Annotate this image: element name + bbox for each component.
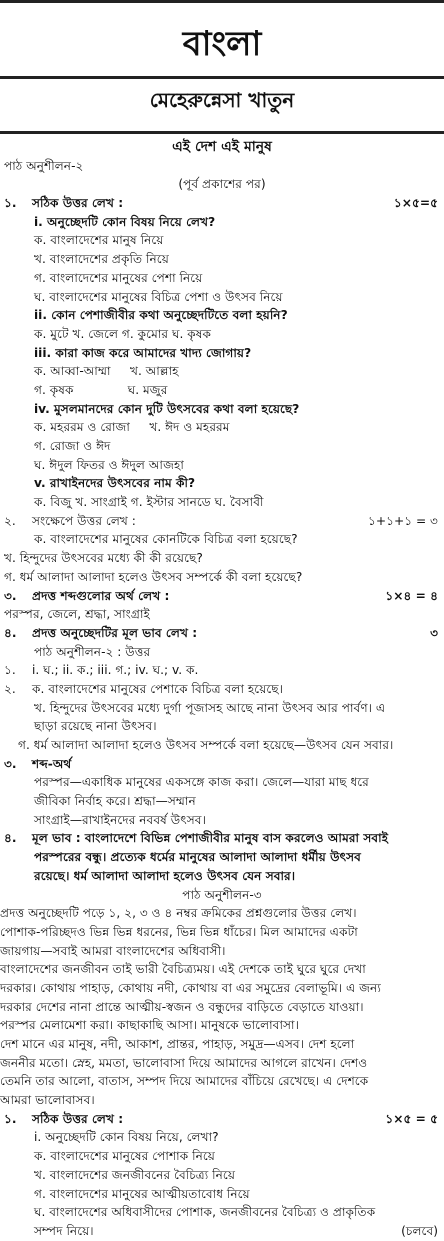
q3-words: পরস্পর, জেলে, শ্রদ্ধা, সাংগ্রাই [4,607,150,622]
p3-q1-option-kha: খ. বাংলাদেশের জনজীবনের বৈচিত্র্য নিয়ে [34,1167,235,1182]
q1-ii: ii. কোন পেশাজীবীর কথা অনুচ্ছেদটিতে বলা হয়নি? [34,308,288,323]
answer-3-heading: ৩. শব্দ-অর্থ [4,756,72,771]
content [0,138,444,1241]
author-name: মেহেরুন্নেসা খাতুন [149,88,295,112]
answer-1: ১. i. ঘ.; ii. ক.; iii. গ.; iv. ঘ.; v. ক. [4,663,199,678]
p3-q1-option-ka: ক. বাংলাদেশের মানুষের পোশাক নিয়ে [34,1149,215,1164]
p3-q1-option-gha-1: ঘ. বাংলাদেশের অধিবাসীদের পোশাক, জনজীবনের বৈচিত্র্য ও প্রাকৃতিক [34,1205,376,1220]
answers-title: পাঠ অনুশীলন-২ : উত্তর [34,644,151,659]
q2-ka: ক. বাংলাদেশের মানুষের কোনটিকে বিচিত্র বলা হয়েছে? [34,532,298,547]
q1-iii-options-1: ক. আব্বা-আম্মা খ. আল্লাহ [34,364,179,379]
q1-v: v. রাখাইনদের উৎসবের নাম কী? [34,476,196,491]
answer-3-line-3: সাংগ্রাই—রাখাইনদের নববর্ষ উৎসব। [34,812,206,827]
answer-3-line-1: পরস্পর—একাধিক মানুষের একসঙ্গে কাজ করা। জেলে—যারা মাছ ধরে [34,775,369,790]
q1-i-option-ka: ক. বাংলাদেশের মানুষ নিয়ে [34,233,164,248]
q1-i-option-kha: খ. বাংলাদেশের প্রকৃতি নিয়ে [34,252,169,267]
q2-kha: খ. হিন্দুদের উৎসবের মধ্যে কী কী রয়েছে? [4,551,203,566]
answer-2-kha-2: ছাড়া রয়েছে নানা উৎসব। [34,719,157,734]
continued-note: (পূর্ব প্রকাশের পর) [178,177,266,192]
passage-line-10: আমরা ভালোবাসব। [0,1093,95,1108]
q1-heading: ১. সঠিক উত্তর লেখ : ১×৫=৫ [4,196,438,211]
passage-line-6: পরস্পর মেলামেশা করা। কাছাকাছি আসা। মানুষকে ভালোবাসা। [0,1018,299,1033]
answer-3-line-2: জীবিকা নির্বাহ করে। শ্রদ্ধা—সম্মান [34,794,196,809]
subject-title: বাংলা [182,24,262,64]
passage-line-5: দরকার দেশের নানা প্রান্তে আত্মীয়-স্বজন ও বন্ধুদের বাড়িতে বেড়াতে যাওয়া। [0,999,364,1014]
passage-line-4: দরকার। কোথায় পাহাড়, কোথায় নদী, কোথায় বা এর সমুদ্রের বেলাভূমি। এ জন্য [0,980,381,995]
q1-i-option-ga: গ. বাংলাদেশের মানুষের পেশা নিয়ে [34,270,203,285]
q1-iv-options-3: ঘ. ঈদুল ফিতর ও ঈদুল আজহা [34,457,184,472]
p3-q1-option-gha-2: সম্পদ নিয়ে। (চলবে) [0,1222,444,1241]
answer-2-kha-1: খ. হিন্দুদের উৎসবের মধ্যে দুর্গা পূজাসহ আছে নানা উৎসব আর পার্বণ। এ [34,700,386,715]
practice-3-title: পাঠ অনুশীলন-৩ [182,887,262,902]
passage-line-7: দেশ মানে এর মানুষ, নদী, আকাশ, প্রান্তর, পাহাড়, সমুদ্র—এসব। দেশ হলো [0,1037,355,1051]
practice-3-intro: প্রদত্ত অনুচ্ছেদটি পড়ে ১, ২, ৩ ও ৪ নম্বর ক্রমিকের প্রশ্নগুলোর উত্তর লেখ। [0,906,357,921]
q1-iv: iv. মুসলমানদের কোন দুটি উৎসবের কথা বলা হয়েছে? [34,401,300,416]
q1-ii-options: ক. মুটে খ. জেলে গ. কুমোর ঘ. কৃষক [34,326,211,341]
q1-v-options: ক. বিজু খ. সাংগ্রাই গ. ইস্টার সানডে ঘ. বৈসাবী [34,495,264,510]
q1-i: i. অনুচ্ছেদটি কোন বিষয় নিয়ে লেখ? [34,214,216,229]
q1-iii-options-2: গ. কৃষক ঘ. মজুর [34,382,168,397]
q1-iv-options-1: ক. মহররম ও রোজা খ. ঈদ ও মহররম [34,420,230,435]
practice-2-label: পাঠ অনুশীলন-২ [4,158,84,173]
q1-iii: iii. কারা কাজ করে আমাদের খাদ্য জোগায়? [34,345,252,360]
continued-label: (চলবে) [401,1223,438,1238]
answer-4-line-2: পরস্পরের বন্ধু। প্রত্যেক ধর্মের মানুষের আলাদা আলাদা ধর্মীয় উৎসব [34,850,361,865]
answer-4-line-3: রয়েছে। ধর্ম আলাদা আলাদা হলেও উৎসব যেন সবার। [34,868,296,883]
p3-q1-option-ga: গ. বাংলাদেশের মানুষের আত্মীয়তাবোধ নিয়ে [34,1186,250,1201]
passage-line-3: বাংলাদেশের জনজীবন তাই ভারী বৈচিত্র্যময়। এই দেশকে তাই ঘুরে ঘুরে দেখা [0,962,366,977]
q3-heading: ৩. প্রদত্ত শব্দগুলোর অর্থ লেখ : ১×৪ = ৪ [4,588,438,603]
q2-ga: গ. ধর্ম আলাদা আলাদা হলেও উৎসব সম্পর্কে কী বলা হয়েছে? [4,569,303,584]
passage-line-1: পোশাক-পরিচ্ছদও ভিন্ন ভিন্ন ধরনের, ভিন্ন ভিন্ন ধাঁচের। মিল আমাদের একটা [0,924,358,939]
p3-q1-i: i. অনুচ্ছেদটি কোন বিষয় নিয়ে, লেখা? [34,1130,219,1145]
q4-heading: ৪. প্রদত্ত অনুচ্ছেদটির মূল ভাব লেখ : ৩ [4,625,438,640]
q2-heading: ২. সংক্ষেপে উত্তর লেখ : ১+১+১ = ৩ [4,513,438,528]
answer-4-line-1: ৪. মূল ভাব : বাংলাদেশে বিভিন্ন পেশাজীবীর মানুষ বাস করলেও আমরা সবাই [4,831,389,846]
passage-line-8: জননীর মতো। স্নেহ, মমতা, ভালোবাসা দিয়ে আমাদের আগলে রাখেন। দেশও [0,1055,368,1070]
p3-q1-heading: ১. সঠিক উত্তর লেখ : ১×৫ = ৫ [4,1111,438,1126]
answer-2-ga: গ. ধর্ম আলাদা আলাদা হলেও উৎসব সম্পর্কে বলা হয়েছে—উৎসব যেন সবার। [18,738,394,752]
passage-line-9: তেমনি তার আলো, বাতাস, সম্পদ দিয়ে আমাদের বাঁচিয়ে রেখেছে। এ দেশকে [0,1074,369,1089]
q1-i-option-gha: ঘ. বাংলাদেশের মানুষের বিচিত্র পেশা ও উৎসব নিয়ে [34,289,283,304]
top-rule [0,0,444,3]
lesson-title: এই দেশ এই মানুষ [172,139,272,155]
q1-iv-options-2: গ. রোজা ও ঈদ [34,439,111,453]
answer-2-ka: ২. ক. বাংলাদেশের মানুষের পেশাকে বিচিত্র বলা হয়েছে। [4,681,284,696]
passage-line-2: জায়গায়—সবাই আমরা বাংলাদেশের অধিবাসী। [0,943,226,958]
